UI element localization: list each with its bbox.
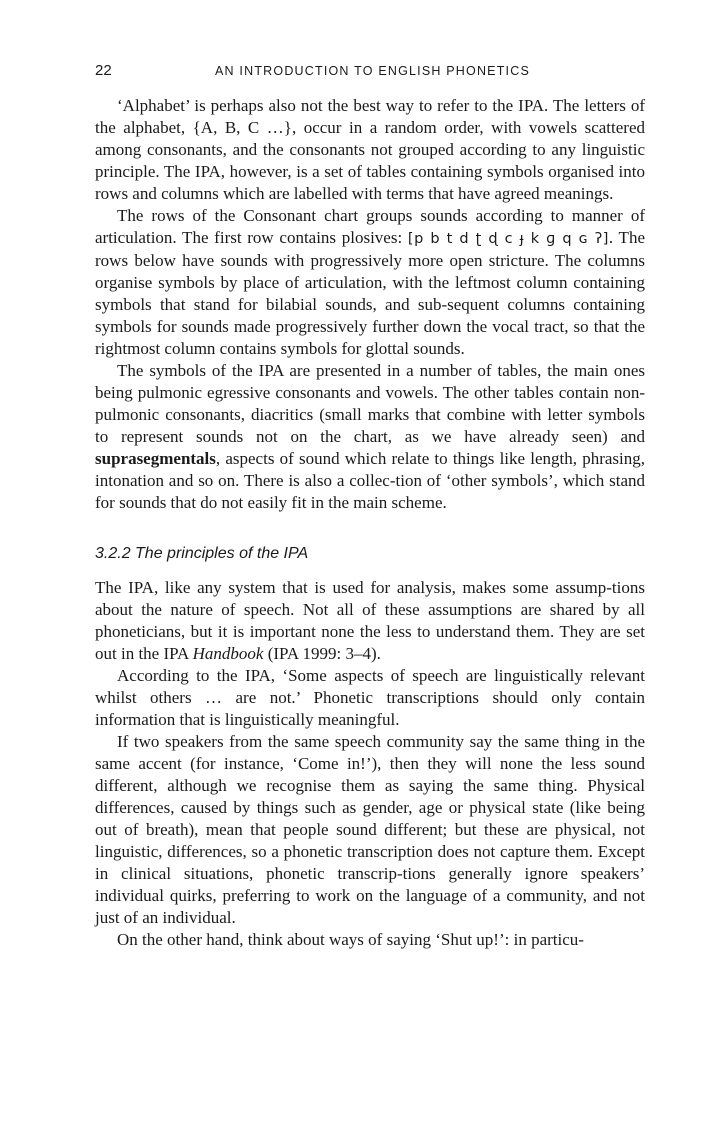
- section-heading: 3.2.2 The principles of the IPA: [95, 545, 309, 562]
- paragraph-two-speakers: If two speakers from the same speech community say the same thing in the same accent (for instance, ‘Come in!’), then they will none the less sound different, although we recognise them as saying the same thing. Physical differences, caused by things such as gender, age or physical state (like being out of breath), mean that people sound different; but these are physical, not linguistic, differences, so a phonetic transcription does not capture them. Except in clinical situations, phonetic transcrip-tions generally ignore speakers’ individual quirks, preferring to work on the language of a community, and not just of an individual.: [95, 732, 645, 927]
- paragraph-alphabet: ‘Alphabet’ is perhaps also not the best way to refer to the IPA. The letters of the alphabet, {A, B, C …}, occur in a random order, with vowels scattered among consonants, and the consonants not grouped according to any linguistic principle. The IPA, however, is a set of tables containing symbols organised into rows and columns which are labelled with terms that have agreed meanings.: [95, 96, 645, 203]
- running-title: AN INTRODUCTION TO ENGLISH PHONETICS: [215, 64, 530, 78]
- main-text: [95, 95, 645, 951]
- term-suprasegmentals: suprasegmentals: [95, 449, 216, 468]
- running-header: [95, 62, 645, 84]
- book-page: [95, 62, 645, 951]
- paragraph-consonant-chart: The rows of the Consonant chart groups sounds according to manner of articulation. The first row contains plosives: [p b t d ʈ ɖ c ɟ k ɡ q ɢ ʔ]. The rows below have sounds with progressively more open stricture. The columns organise symbols by place of articulation, with the leftmost column containing symbols that stand for bilabial sounds, and sub-sequent columns containing symbols for sounds made progressively further down the vocal tract, so that the rightmost column contains symbols for glottal sounds.: [95, 206, 645, 358]
- ipa-plosives: [p b t d ʈ ɖ c ɟ k ɡ q ɢ ʔ]: [407, 231, 609, 247]
- paragraph-shut-up: On the other hand, think about ways of saying ‘Shut up!’: in particu-: [117, 930, 584, 949]
- page-number: 22: [95, 62, 112, 79]
- paragraph-assumptions: The IPA, like any system that is used for analysis, makes some assump-tions about the nature of speech. Not all of these assumptions are shared by all phoneticians, but it is important none the less to understand them. They are set out in the IPA Handbook (IPA 1999: 3–4).: [95, 578, 645, 663]
- paragraph-linguistic-relevance: According to the IPA, ‘Some aspects of speech are linguistically relevant whilst others … are not.’ Phonetic transcriptions should only contain information that is linguistically meaningful.: [95, 666, 645, 729]
- paragraph-ipa-tables: The symbols of the IPA are presented in a number of tables, the main ones being pulmonic egressive consonants and vowels. The other tables contain non-pulmonic consonants, diacritics (small marks that combine with letter symbols to represent sounds not on the chart, as we have already seen) and suprasegmentals, aspects of sound which relate to things like length, phrasing, intonation and so on. There is also a collec-tion of ‘other symbols’, which stand for sounds that do not easily fit in the main scheme.: [95, 361, 645, 512]
- handbook-title: Handbook: [192, 644, 264, 663]
